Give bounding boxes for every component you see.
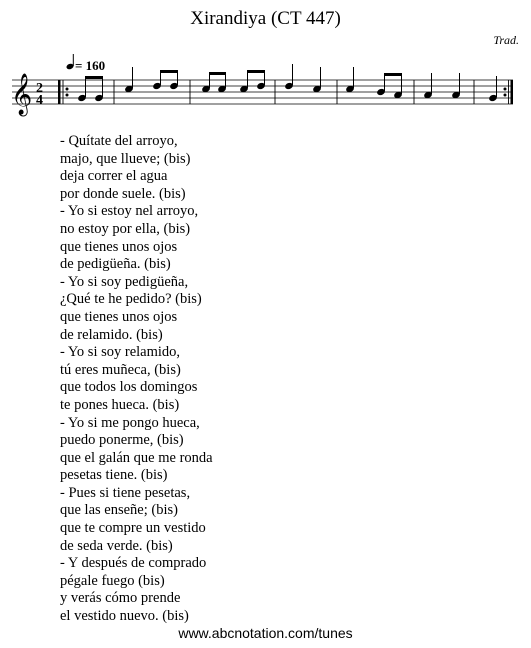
lyric-line: - Yo si estoy nel arroyo, [60, 203, 199, 220]
time-signature-bottom: 4 [36, 93, 43, 108]
lyric-line: que todos los domingos [60, 379, 198, 396]
treble-clef-icon: 𝄞 [11, 74, 33, 115]
lyric-line: - Pues si tiene pesetas, [60, 484, 191, 501]
tempo-value: = 160 [75, 58, 106, 73]
lyric-line: - Yo si me pongo hueca, [60, 414, 200, 431]
lyric-line: pégale fuego (bis) [60, 572, 165, 589]
lyrics-block [60, 133, 213, 626]
time-signature-top: 2 [36, 81, 43, 96]
page-title: Xirandiya (CT 447) [190, 8, 341, 29]
lyric-line: de seda verde. (bis) [60, 537, 173, 554]
lyric-line: que el galán que me ronda [60, 449, 213, 466]
lyric-line: majo, que llueve; (bis) [60, 150, 191, 167]
lyric-line: deja correr el agua [60, 168, 168, 185]
lyric-line: te pones hueca. (bis) [60, 396, 180, 413]
lyric-line: - Yo si soy pedigüeña, [60, 273, 189, 290]
composer-label: Trad. [493, 33, 519, 47]
lyric-line: no estoy por ella, (bis) [60, 220, 191, 237]
lyric-line: de relamido. (bis) [60, 326, 163, 343]
lyric-line: el vestido nuevo. (bis) [60, 608, 189, 625]
lyric-line: de pedigüeña. (bis) [60, 256, 171, 273]
lyric-line: por donde suele. (bis) [60, 185, 186, 202]
lyric-line: que tienes unos ojos [60, 238, 178, 255]
lyric-line: pesetas tiene. (bis) [60, 467, 168, 484]
lyric-line: ¿Qué te he pedido? (bis) [60, 291, 202, 308]
lyric-line: - Yo si soy relamido, [60, 344, 181, 361]
lyric-line: - Quítate del arroyo, [60, 133, 178, 149]
lyric-line: que te compre un vestido [60, 520, 206, 537]
lyric-line: que las enseñe; (bis) [60, 502, 178, 519]
lyric-line: puedo ponerme, (bis) [60, 432, 184, 449]
lyric-line: y verás cómo prende [60, 590, 181, 607]
music-staff [0, 0, 531, 125]
footer-url: www.abcnotation.com/tunes [178, 625, 353, 641]
lyric-line: que tienes unos ojos [60, 308, 178, 325]
lyric-line: tú eres muñeca, (bis) [60, 361, 181, 378]
lyric-line: - Y después de comprado [60, 555, 207, 572]
